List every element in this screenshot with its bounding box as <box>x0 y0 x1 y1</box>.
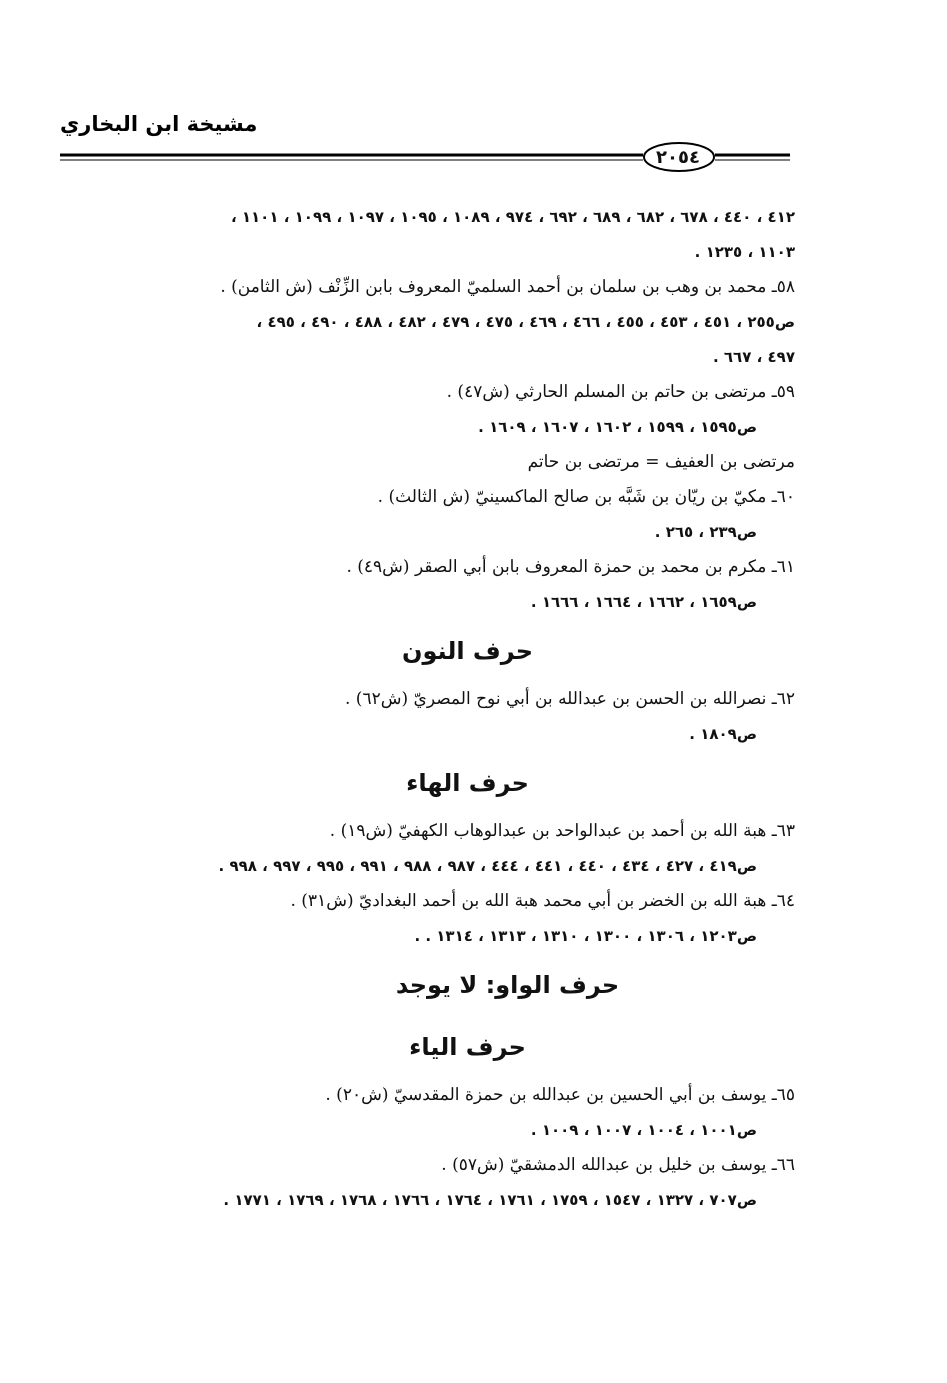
index-body <box>80 200 795 1218</box>
section-heading: حرف النون <box>401 637 534 665</box>
entry-references: ص٢٥٥ ، ٤٥١ ، ٤٥٣ ، ٤٥٥ ، ٤٦٦ ، ٤٦٩ ، ٤٧٥ ، ٤٧٩ ، ٤٨٢ ، ٤٨٨ ، ٤٩٠ ، ٤٩٥ ، <box>256 313 795 331</box>
entry-name: ٦٠ـ مكيّ بن ريّان بن شَبَّه بن صالح الماكسينيّ (ش الثالث) . <box>377 487 795 507</box>
entry-references: ص١٢٠٣ ، ١٣٠٦ ، ١٣٠٠ ، ١٣١٠ ، ١٣١٣ ، ١٣١٤ . . <box>414 927 757 945</box>
continued-references: ١١٠٣ ، ١٢٣٥ . <box>694 243 795 261</box>
entry-references: ص٧٠٧ ، ١٣٢٧ ، ١٥٤٧ ، ١٧٥٩ ، ١٧٦١ ، ١٧٦٤ ، ١٧٦٦ ، ١٧٦٨ ، ١٧٦٩ ، ١٧٧١ . <box>223 1191 757 1209</box>
entry-references: ص١٠٠١ ، ١٠٠٤ ، ١٠٠٧ ، ١٠٠٩ . <box>530 1121 757 1139</box>
running-title: مشيخة ابن البخاري <box>60 112 258 136</box>
entry-name: ٦٤ـ هبة الله بن الخضر بن أبي محمد هبة الله بن أحمد البغداديّ (ش٣١) . <box>290 891 795 911</box>
entry-name: ٦٥ـ يوسف بن أبي الحسين بن عبدالله بن حمزة المقدسيّ (ش٢٠) . <box>325 1085 795 1105</box>
entry-name: ٦٦ـ يوسف بن خليل بن عبدالله الدمشقيّ (ش٥٧) . <box>441 1155 795 1175</box>
entry-references: ص٢٣٩ ، ٢٦٥ . <box>654 523 757 541</box>
entry-name: ٦٢ـ نصرالله بن الحسن بن عبدالله بن أبي نوح المصريّ (ش٦٢) . <box>345 689 795 709</box>
entry-references: ص٤١٩ ، ٤٢٧ ، ٤٣٤ ، ٤٤٠ ، ٤٤١ ، ٤٤٤ ، ٩٨٧ ، ٩٨٨ ، ٩٩١ ، ٩٩٥ ، ٩٩٧ ، ٩٩٨ . <box>218 857 757 875</box>
continued-references: ٤١٢ ، ٤٤٠ ، ٦٧٨ ، ٦٨٢ ، ٦٨٩ ، ٦٩٢ ، ٩٧٤ ، ١٠٨٩ ، ١٠٩٥ ، ١٠٩٧ ، ١٠٩٩ ، ١١٠١ ، <box>230 208 795 226</box>
entry-references: ٤٩٧ ، ٦٦٧ . <box>712 348 795 366</box>
entry-name: ٥٨ـ محمد بن وهب بن سلمان بن أحمد السلميّ المعروف بابن الزِّنْف (ش الثامن) . <box>220 277 795 297</box>
section-heading: حرف الواو: لا يوجد <box>395 971 620 999</box>
entry-name: ٦٣ـ هبة الله بن أحمد بن عبدالواحد بن عبدالوهاب الكهفيّ (ش١٩) . <box>329 821 795 841</box>
entry-references: ص١٦٥٩ ، ١٦٦٢ ، ١٦٦٤ ، ١٦٦٦ . <box>530 593 757 611</box>
entry-name: ٥٩ـ مرتضى بن حاتم بن المسلم الحارثي (ش٤٧) . <box>446 382 795 402</box>
entry-references: ص١٨٠٩ . <box>689 725 757 743</box>
section-heading: حرف الهاء <box>406 769 529 797</box>
cross-reference: مرتضى بن العفيف = مرتضى بن حاتم <box>527 452 795 472</box>
page-number: ٢٠٥٤ <box>656 147 700 168</box>
entry-name: ٦١ـ مكرم بن محمد بن حمزة المعروف بابن أبي الصقر (ش٤٩) . <box>346 557 795 577</box>
entry-references: ص١٥٩٥ ، ١٥٩٩ ، ١٦٠٢ ، ١٦٠٧ ، ١٦٠٩ . <box>478 418 757 436</box>
section-heading: حرف الياء <box>409 1033 526 1061</box>
